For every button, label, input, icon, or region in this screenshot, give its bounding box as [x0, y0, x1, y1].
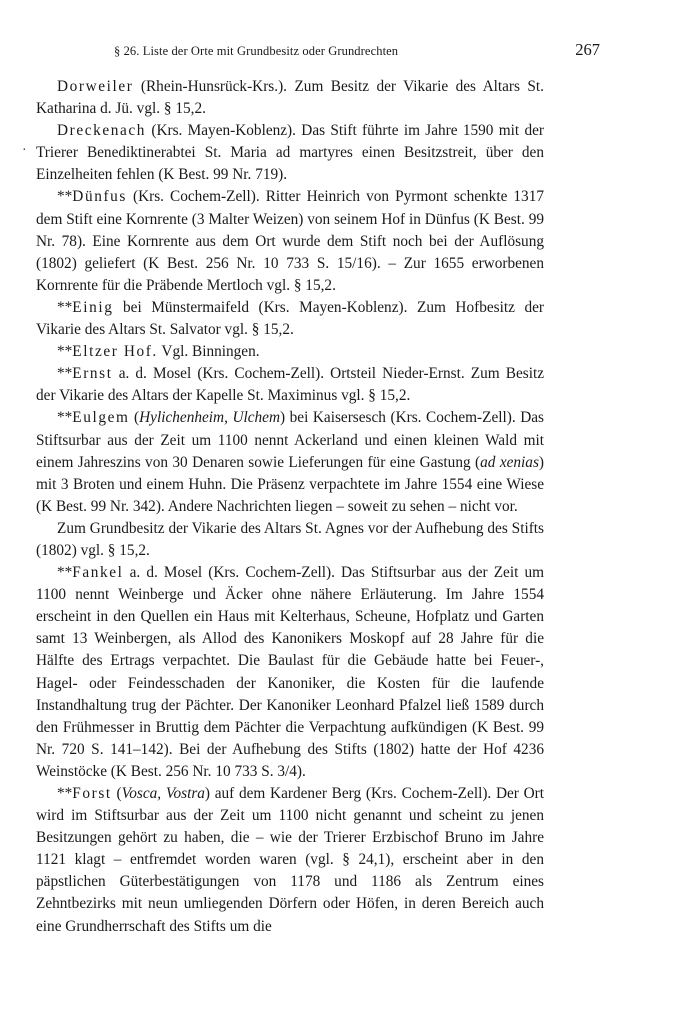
entry-keyword: Ernst: [72, 365, 113, 383]
entry-text: ) auf dem Kardener Berg (Krs. Cochem-Zell). Der Ort wird im Stiftsurbar aus der Zeit um 1100 nicht genannt und scheint zu jenen Besitzungen gehört zu haben, die – wie der Trierer Erzbischof Bruno im Jahre 1121 klagt – entfremdet worden waren (vgl. § 24,1), erscheint aber in den päpstlichen Güterbestätigungen von 1178 und 1186 als Zentrum eines Zehntbezirks mit neun umliegenden Dörfern oder Höfen, in deren Bereich auch eine Grundherrschaft des Stifts um die: [36, 785, 545, 935]
entry-text: (Rhein-Hunsrück-Krs.). Zum Besitz der Vikarie des Altars St. Katharina d. Jü. vgl. § 15,2.: [36, 78, 544, 118]
entry-einig: [36, 297, 544, 341]
entry-marker: **: [57, 785, 73, 802]
entry-eltzer-hof: [36, 341, 544, 363]
entry-keyword: Forst: [72, 785, 112, 802]
entry-marker: **: [57, 564, 73, 582]
entry-keyword: Dorweiler: [57, 78, 134, 95]
entry-eulgem-addendum: [36, 518, 544, 562]
entry-text: ) bei Kaisersesch (Krs. Cochem-Zell). Das Stiftsurbar aus der Zeit um 1100 nennt Ackerland und einen kleinen Wald mit einem Jahreszins von 30 Denaren sowie Lieferungen für eine Gastung (: [36, 409, 544, 471]
entry-fankel: [36, 562, 544, 783]
entry-ernst: [36, 363, 544, 407]
entry-italic-names: Hylichenheim, Ulchem: [139, 409, 281, 427]
entry-text-before-italic: (: [111, 785, 122, 802]
entry-forst: [36, 783, 544, 938]
entry-italic-names: Vosca, Vostra: [121, 785, 205, 802]
page-number: 267: [575, 40, 600, 59]
entry-duenfus: [36, 186, 544, 296]
entry-marker: **: [57, 343, 73, 361]
entry-keyword: Dünfus: [72, 188, 127, 206]
running-title: § 26. Liste der Orte mit Grundbesitz oder Grundrechten: [114, 44, 399, 58]
body-text: [36, 76, 544, 938]
entry-text: a. d. Mosel (Krs. Cochem-Zell). Ortsteil Nieder-Ernst. Zum Besitz der Vikarie des Altars der Kapelle St. Maximinus vgl. § 15,2.: [36, 365, 544, 405]
entry-dreckenach: [36, 120, 544, 186]
entry-dorweiler: [36, 76, 544, 120]
entry-text: Zum Grundbesitz der Vikarie des Altars St. Agnes vor der Aufhebung des Stifts (1802) vgl. § 15,2.: [36, 519, 544, 559]
entry-keyword: Eulgem: [72, 409, 130, 427]
entry-italic-term: ad xenias: [480, 453, 539, 471]
entry-text: (Krs. Mayen-Koblenz). Das Stift führte im Jahre 1590 mit der Trierer Benediktinerabtei St. Maria ad martyres einen Besitzstreit, über den Einzelheiten fehlen (K Best. 99 Nr. 719).: [36, 122, 544, 184]
entry-keyword: Dreckenach: [57, 122, 147, 140]
entry-keyword: Fankel: [72, 564, 124, 582]
running-header: [60, 42, 650, 66]
entry-text-continued: ) mit 3 Broten und einem Huhn. Die Präsenz verpachtete im Jahre 1554 eine Wiese (K Best. 99 Nr. 342). Andere Nachrichten liegen – soweit zu sehen – nicht vor.: [36, 453, 545, 515]
margin-mark: ·: [22, 143, 27, 158]
entry-marker: **: [57, 188, 73, 206]
entry-marker: **: [57, 409, 73, 427]
entry-text: a. d. Mosel (Krs. Cochem-Zell). Das Stiftsurbar aus der Zeit um 1100 nennt Weinberge und Äcker ohne nähere Erläuterung. Im Jahre 1554 erscheint in den Quellen ein Haus mit Kelterhaus, Scheune, Hofplatz und Garten samt 13 Weinbergen, als Allod des Kanonikers Moskopf auf 28 Jahre für die Hälfte des Ertrags verpachtet. Die Baulast für die Gebäude hatte bei Feuer-, Hagel- oder Feindesschaden der Kanoniker, die Kosten für die laufende Instandhaltung trug der Pächter. Der Kanoniker Leonhard Pfalzel ließ 1589 durch den Frühmesser in Bruttig dem Pächter die Verpachtung aufkündigen (K Best. 99 Nr. 720 S. 141–142). Bei der Aufhebung des Stifts (1802) hatte der Hof 4236 Weinstöcke (K Best. 256 Nr. 10 733 S. 3/4).: [36, 564, 544, 780]
entry-text-before-italic: (: [129, 409, 140, 427]
entry-eulgem: [36, 407, 544, 517]
entry-keyword: Einig: [72, 298, 114, 316]
entry-keyword: Eltzer Hof.: [72, 343, 158, 361]
entry-text: bei Münstermaifeld (Krs. Mayen-Koblenz). Zum Hofbesitz der Vikarie des Altars St. Salvator vgl. § 15,2.: [36, 298, 544, 339]
entry-marker: **: [57, 365, 73, 383]
entry-marker: **: [57, 298, 73, 316]
entry-text: Vgl. Binningen.: [157, 343, 260, 361]
entry-text: (Krs. Cochem-Zell). Ritter Heinrich von Pyrmont schenkte 1317 dem Stift eine Kornrente (3 Malter Weizen) von seinem Hof in Dünfus (K Best. 99 Nr. 78). Eine Kornrente aus dem Ort wurde dem Stift noch bei der Auflösung (1802) geliefert (K Best. 256 Nr. 10 733 S. 15/16). – Zur 1655 erworbenen Kornrente für die Präbende Mertloch vgl. § 15,2.: [36, 188, 544, 294]
